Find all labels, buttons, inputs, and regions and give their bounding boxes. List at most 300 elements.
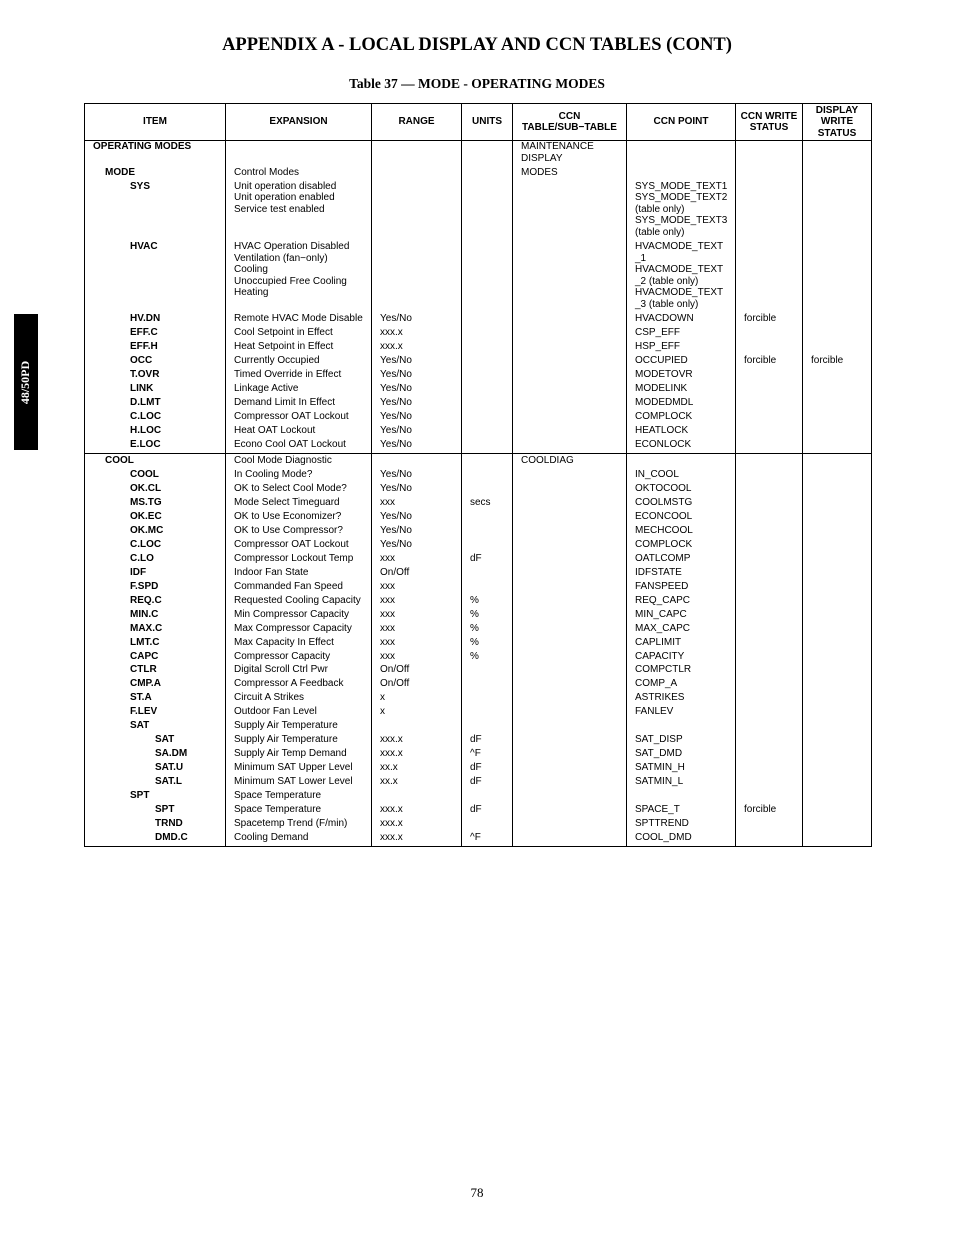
range-cell: Yes/No	[372, 525, 462, 539]
expansion-cell: Econo Cool OAT Lockout	[226, 439, 372, 453]
ccn-point-cell: ASTRIKES	[627, 692, 736, 706]
table-row	[85, 439, 872, 453]
units-cell: dF	[462, 553, 513, 567]
expansion-cell: Compressor Capacity	[226, 651, 372, 665]
units-cell: %	[462, 651, 513, 665]
table-row	[85, 539, 872, 553]
display-write-status-cell	[803, 397, 872, 411]
column-header: CCN TABLE/SUB−TABLE	[513, 104, 627, 141]
units-cell	[462, 567, 513, 581]
ccn-point-cell: HEATLOCK	[627, 425, 736, 439]
units-cell	[462, 720, 513, 734]
table-row	[85, 397, 872, 411]
ccn-write-status-cell: forcible	[736, 313, 803, 327]
ccn-write-status-cell	[736, 762, 803, 776]
ccn-write-status-cell	[736, 425, 803, 439]
range-cell: Yes/No	[372, 383, 462, 397]
range-cell: xxx	[372, 623, 462, 637]
table-row	[85, 141, 872, 167]
item-cell: MS.TG	[85, 497, 226, 511]
item-cell: OCC	[85, 355, 226, 369]
ccn-write-status-cell	[736, 141, 803, 167]
range-cell: Yes/No	[372, 483, 462, 497]
display-write-status-cell	[803, 692, 872, 706]
expansion-cell: OK to Use Economizer?	[226, 511, 372, 525]
range-cell	[372, 141, 462, 167]
expansion-cell: Space Temperature	[226, 804, 372, 818]
range-cell	[372, 167, 462, 181]
range-cell: Yes/No	[372, 539, 462, 553]
range-cell: xxx.x	[372, 341, 462, 355]
display-write-status-cell	[803, 623, 872, 637]
range-cell: xxx.x	[372, 734, 462, 748]
display-write-status-cell	[803, 341, 872, 355]
expansion-cell	[226, 241, 372, 313]
ccn-write-status-cell	[736, 439, 803, 453]
display-write-status-cell	[803, 383, 872, 397]
item-cell: MODE	[85, 167, 226, 181]
table-row	[85, 804, 872, 818]
ccn-write-status-cell	[736, 818, 803, 832]
item-cell: SYS	[85, 181, 226, 241]
table-row	[85, 818, 872, 832]
table-row	[85, 567, 872, 581]
table-row	[85, 411, 872, 425]
ccn-point-cell-line: (table only)	[635, 226, 685, 238]
range-cell: xxx.x	[372, 748, 462, 762]
ccn-table-cell	[513, 327, 627, 341]
display-write-status-cell	[803, 553, 872, 567]
expansion-cell: In Cooling Mode?	[226, 469, 372, 483]
item-cell: SAT.L	[85, 776, 226, 790]
units-cell: %	[462, 609, 513, 623]
ccn-point-cell: COMP_A	[627, 678, 736, 692]
item-cell: MIN.C	[85, 609, 226, 623]
units-cell: dF	[462, 762, 513, 776]
expansion-cell	[226, 141, 372, 167]
ccn-point-cell	[627, 720, 736, 734]
ccn-write-status-cell	[736, 469, 803, 483]
display-write-status-cell	[803, 804, 872, 818]
ccn-point-cell: IDFSTATE	[627, 567, 736, 581]
expansion-cell: Currently Occupied	[226, 355, 372, 369]
expansion-cell: Cool Setpoint in Effect	[226, 327, 372, 341]
ccn-write-status-cell	[736, 706, 803, 720]
units-cell	[462, 369, 513, 383]
range-cell: x	[372, 706, 462, 720]
display-write-status-cell	[803, 411, 872, 425]
display-write-status-cell	[803, 453, 872, 468]
ccn-table-cell	[513, 748, 627, 762]
display-write-status-cell	[803, 790, 872, 804]
operating-modes-table	[84, 103, 872, 847]
expansion-cell-line: Cooling	[234, 264, 268, 276]
display-write-status-cell	[803, 469, 872, 483]
column-header: CCN WRITE STATUS	[736, 104, 803, 141]
display-write-status-cell	[803, 818, 872, 832]
expansion-cell: Timed Override in Effect	[226, 369, 372, 383]
display-write-status-cell	[803, 167, 872, 181]
ccn-point-cell: MECHCOOL	[627, 525, 736, 539]
ccn-point-cell: CAPLIMIT	[627, 637, 736, 651]
expansion-cell-line: Unit operation disabled	[234, 180, 337, 192]
expansion-cell: Cooling Demand	[226, 832, 372, 846]
ccn-write-status-cell	[736, 651, 803, 665]
page-number: 78	[470, 1185, 484, 1200]
units-cell	[462, 241, 513, 313]
item-cell: MAX.C	[85, 623, 226, 637]
item-cell: SPT	[85, 804, 226, 818]
display-write-status-cell	[803, 241, 872, 313]
display-write-status-cell	[803, 525, 872, 539]
ccn-table-cell	[513, 818, 627, 832]
units-cell	[462, 327, 513, 341]
ccn-table-cell	[513, 355, 627, 369]
units-cell	[462, 678, 513, 692]
ccn-table-cell	[513, 637, 627, 651]
ccn-point-cell-line: HVACMODE_TEXT	[635, 287, 724, 299]
table-row	[85, 664, 872, 678]
ccn-table-cell	[513, 609, 627, 623]
range-cell: Yes/No	[372, 439, 462, 453]
range-cell: Yes/No	[372, 313, 462, 327]
table-row	[85, 425, 872, 439]
expansion-cell-line: Unoccupied Free Cooling	[234, 275, 347, 287]
table-row	[85, 453, 872, 468]
range-cell: Yes/No	[372, 369, 462, 383]
display-write-status-cell	[803, 539, 872, 553]
ccn-write-status-cell	[736, 497, 803, 511]
units-cell	[462, 581, 513, 595]
expansion-cell	[226, 181, 372, 241]
item-cell: F.LEV	[85, 706, 226, 720]
range-cell: xxx.x	[372, 327, 462, 341]
table-row	[85, 776, 872, 790]
display-write-status-cell	[803, 734, 872, 748]
table-row	[85, 511, 872, 525]
table-row	[85, 762, 872, 776]
ccn-point-cell-line: _2 (table only)	[635, 275, 699, 287]
range-cell: On/Off	[372, 567, 462, 581]
expansion-cell: Cool Mode Diagnostic	[226, 453, 372, 468]
table-body	[85, 141, 872, 847]
expansion-cell: Control Modes	[226, 167, 372, 181]
item-cell: C.LOC	[85, 539, 226, 553]
ccn-write-status-cell	[736, 453, 803, 468]
range-cell	[372, 720, 462, 734]
display-write-status-cell	[803, 313, 872, 327]
units-cell	[462, 167, 513, 181]
ccn-table-cell	[513, 776, 627, 790]
ccn-write-status-cell	[736, 664, 803, 678]
expansion-cell: Heat Setpoint in Effect	[226, 341, 372, 355]
ccn-write-status-cell	[736, 609, 803, 623]
table-row	[85, 181, 872, 241]
expansion-cell-line: Heating	[234, 287, 269, 299]
ccn-write-status-cell	[736, 327, 803, 341]
table-header-row	[85, 104, 872, 141]
table-row	[85, 525, 872, 539]
ccn-write-status-cell	[736, 567, 803, 581]
ccn-point-cell: COMPLOCK	[627, 539, 736, 553]
range-cell: xx.x	[372, 762, 462, 776]
range-cell: xxx	[372, 637, 462, 651]
range-cell: xxx	[372, 609, 462, 623]
table-row	[85, 748, 872, 762]
ccn-table-cell	[513, 651, 627, 665]
ccn-point-cell	[627, 181, 736, 241]
expansion-cell: Supply Air Temp Demand	[226, 748, 372, 762]
units-cell	[462, 411, 513, 425]
table-row	[85, 483, 872, 497]
ccn-write-status-cell	[736, 595, 803, 609]
table-row	[85, 383, 872, 397]
table-row	[85, 469, 872, 483]
ccn-point-cell: OATLCOMP	[627, 553, 736, 567]
units-cell	[462, 383, 513, 397]
ccn-write-status-cell	[736, 692, 803, 706]
range-cell: xxx.x	[372, 818, 462, 832]
units-cell: secs	[462, 497, 513, 511]
table-row	[85, 355, 872, 369]
ccn-write-status-cell	[736, 637, 803, 651]
ccn-write-status-cell	[736, 790, 803, 804]
item-cell: OK.CL	[85, 483, 226, 497]
ccn-table-cell	[513, 678, 627, 692]
table-row	[85, 678, 872, 692]
item-cell: C.LO	[85, 553, 226, 567]
expansion-cell: Remote HVAC Mode Disable	[226, 313, 372, 327]
range-cell: xxx.x	[372, 804, 462, 818]
ccn-point-cell: OKTOCOOL	[627, 483, 736, 497]
ccn-point-cell: COMPLOCK	[627, 411, 736, 425]
ccn-write-status-cell	[736, 525, 803, 539]
ccn-table-cell	[513, 469, 627, 483]
display-write-status-cell	[803, 832, 872, 846]
ccn-table-cell	[513, 369, 627, 383]
display-write-status-cell	[803, 609, 872, 623]
column-header: UNITS	[462, 104, 513, 141]
item-cell: DMD.C	[85, 832, 226, 846]
column-header: RANGE	[372, 104, 462, 141]
ccn-write-status-cell	[736, 369, 803, 383]
ccn-table-cell	[513, 497, 627, 511]
units-cell	[462, 341, 513, 355]
item-cell: SAT.U	[85, 762, 226, 776]
table-row	[85, 553, 872, 567]
item-cell: COOL	[85, 469, 226, 483]
ccn-table-cell	[513, 553, 627, 567]
units-cell	[462, 439, 513, 453]
ccn-point-cell: SATMIN_L	[627, 776, 736, 790]
ccn-write-status-cell	[736, 623, 803, 637]
units-cell	[462, 539, 513, 553]
table-row	[85, 720, 872, 734]
range-cell: x	[372, 692, 462, 706]
display-write-status-cell	[803, 497, 872, 511]
table-row	[85, 623, 872, 637]
ccn-write-status-cell	[736, 383, 803, 397]
range-cell: Yes/No	[372, 411, 462, 425]
range-cell	[372, 181, 462, 241]
units-cell	[462, 511, 513, 525]
ccn-point-cell: SPTTREND	[627, 818, 736, 832]
item-cell: F.SPD	[85, 581, 226, 595]
item-cell: CAPC	[85, 651, 226, 665]
units-cell	[462, 355, 513, 369]
ccn-point-cell: MODELINK	[627, 383, 736, 397]
units-cell: %	[462, 595, 513, 609]
ccn-table-cell	[513, 720, 627, 734]
expansion-cell: Circuit A Strikes	[226, 692, 372, 706]
display-write-status-cell	[803, 651, 872, 665]
ccn-table-cell	[513, 539, 627, 553]
ccn-point-cell-line: HVACMODE_TEXT	[635, 264, 724, 276]
expansion-cell: Compressor A Feedback	[226, 678, 372, 692]
column-header: DISPLAY WRITE STATUS	[803, 104, 872, 141]
table-row	[85, 313, 872, 327]
units-cell	[462, 664, 513, 678]
units-cell: dF	[462, 804, 513, 818]
table-row	[85, 497, 872, 511]
item-cell: OPERATING MODES	[85, 141, 226, 167]
ccn-write-status-cell	[736, 483, 803, 497]
item-cell: OK.MC	[85, 525, 226, 539]
display-write-status-cell	[803, 748, 872, 762]
ccn-point-cell: IN_COOL	[627, 469, 736, 483]
expansion-cell: Minimum SAT Upper Level	[226, 762, 372, 776]
table-row	[85, 637, 872, 651]
units-cell	[462, 141, 513, 167]
column-header: EXPANSION	[226, 104, 372, 141]
units-cell	[462, 313, 513, 327]
table-row	[85, 692, 872, 706]
expansion-cell: Digital Scroll Ctrl Pwr	[226, 664, 372, 678]
range-cell	[372, 790, 462, 804]
units-cell	[462, 425, 513, 439]
display-write-status-cell	[803, 567, 872, 581]
ccn-point-cell	[627, 167, 736, 181]
ccn-table-cell	[513, 581, 627, 595]
item-cell: SAT	[85, 720, 226, 734]
ccn-table-cell	[513, 567, 627, 581]
expansion-cell: Requested Cooling Capacity	[226, 595, 372, 609]
ccn-point-cell-line: SYS_MODE_TEXT1	[635, 180, 728, 192]
side-tab	[14, 314, 38, 450]
units-cell	[462, 181, 513, 241]
table-row	[85, 832, 872, 846]
display-write-status-cell	[803, 706, 872, 720]
item-cell: T.OVR	[85, 369, 226, 383]
ccn-table-cell	[513, 313, 627, 327]
ccn-point-cell: SAT_DMD	[627, 748, 736, 762]
expansion-cell: Min Compressor Capacity	[226, 609, 372, 623]
expansion-cell: Linkage Active	[226, 383, 372, 397]
display-write-status-cell	[803, 762, 872, 776]
units-cell: dF	[462, 776, 513, 790]
units-cell: dF	[462, 734, 513, 748]
ccn-point-cell: COMPCTLR	[627, 664, 736, 678]
ccn-table-cell	[513, 241, 627, 313]
range-cell: On/Off	[372, 664, 462, 678]
table-row	[85, 651, 872, 665]
ccn-write-status-cell	[736, 720, 803, 734]
ccn-write-status-cell	[736, 748, 803, 762]
expansion-cell: Outdoor Fan Level	[226, 706, 372, 720]
range-cell: Yes/No	[372, 469, 462, 483]
expansion-cell: Indoor Fan State	[226, 567, 372, 581]
units-cell	[462, 469, 513, 483]
ccn-table-cell	[513, 439, 627, 453]
expansion-cell: Supply Air Temperature	[226, 734, 372, 748]
ccn-table-cell	[513, 804, 627, 818]
expansion-cell-line: Service test enabled	[234, 203, 325, 215]
ccn-point-cell-line: _1	[635, 252, 647, 264]
ccn-table-cell	[513, 181, 627, 241]
units-cell	[462, 453, 513, 468]
ccn-table-cell: MODES	[513, 167, 627, 181]
item-cell: SA.DM	[85, 748, 226, 762]
ccn-table-cell	[513, 425, 627, 439]
ccn-write-status-cell: forcible	[736, 355, 803, 369]
ccn-table-cell	[513, 692, 627, 706]
ccn-table-cell	[513, 397, 627, 411]
expansion-cell: OK to Select Cool Mode?	[226, 483, 372, 497]
expansion-cell: Compressor OAT Lockout	[226, 411, 372, 425]
expansion-cell: Commanded Fan Speed	[226, 581, 372, 595]
page-title: APPENDIX A - LOCAL DISPLAY AND CCN TABLES (CONT)	[222, 35, 732, 55]
column-header: CCN POINT	[627, 104, 736, 141]
ccn-point-cell	[627, 141, 736, 167]
ccn-point-cell-line: (table only)	[635, 203, 685, 215]
item-cell: TRND	[85, 818, 226, 832]
ccn-point-cell: FANSPEED	[627, 581, 736, 595]
ccn-point-cell-line: SYS_MODE_TEXT3	[635, 215, 728, 227]
ccn-point-cell: MAX_CAPC	[627, 623, 736, 637]
ccn-write-status-cell	[736, 167, 803, 181]
range-cell: xxx	[372, 595, 462, 609]
item-cell: ST.A	[85, 692, 226, 706]
display-write-status-cell	[803, 776, 872, 790]
display-write-status-cell: forcible	[803, 355, 872, 369]
display-write-status-cell	[803, 664, 872, 678]
table-title: Table 37 — MODE - OPERATING MODES	[349, 76, 605, 91]
table-row	[85, 734, 872, 748]
ccn-point-cell: ECONLOCK	[627, 439, 736, 453]
units-cell: ^F	[462, 748, 513, 762]
ccn-write-status-cell	[736, 181, 803, 241]
expansion-cell: Compressor Lockout Temp	[226, 553, 372, 567]
range-cell: xxx	[372, 497, 462, 511]
range-cell: Yes/No	[372, 425, 462, 439]
ccn-point-cell	[627, 453, 736, 468]
ccn-write-status-cell: forcible	[736, 804, 803, 818]
item-cell: C.LOC	[85, 411, 226, 425]
display-write-status-cell	[803, 483, 872, 497]
ccn-write-status-cell	[736, 397, 803, 411]
ccn-write-status-cell	[736, 832, 803, 846]
ccn-write-status-cell	[736, 511, 803, 525]
ccn-point-cell: SATMIN_H	[627, 762, 736, 776]
expansion-cell: Max Compressor Capacity	[226, 623, 372, 637]
display-write-status-cell	[803, 637, 872, 651]
display-write-status-cell	[803, 511, 872, 525]
table-row	[85, 341, 872, 355]
item-cell: IDF	[85, 567, 226, 581]
ccn-point-cell: OCCUPIED	[627, 355, 736, 369]
display-write-status-cell	[803, 595, 872, 609]
ccn-table-cell: MAINTENANCE DISPLAY	[513, 141, 627, 167]
